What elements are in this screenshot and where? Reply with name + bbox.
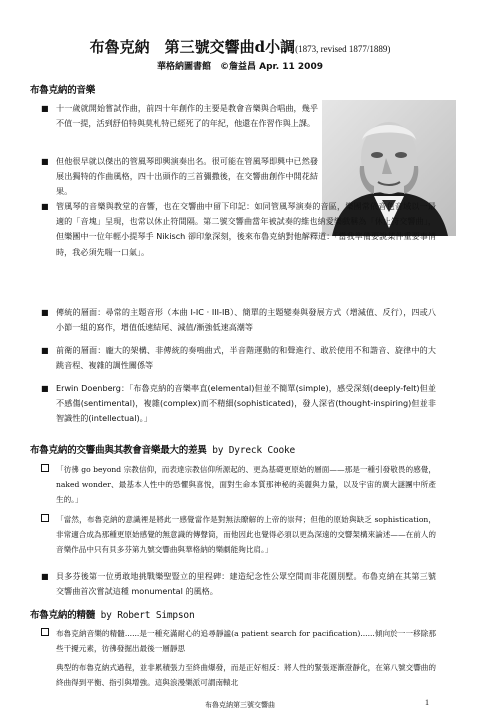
list-item: ■ 前衛的層面：龐大的架構、非傳統的奏鳴曲式，半音階運動的和聲進行、敢於使用不和諧音、旋律中的大跳音程、複雜的調性關係等 xyxy=(41,345,436,371)
page-footer: 布魯克納第三號交響曲 xyxy=(205,701,275,709)
bullet-icon: ■ xyxy=(41,104,49,113)
checkbox-bullet-icon xyxy=(41,514,49,522)
title-main: 布魯克納 第三號交響曲d小調 xyxy=(89,38,296,56)
list-item: 「當然，布魯克納的意識裡是將此一感覺當作是對無法瞭解的上帝的崇拜；但他的原始與缺乏 sophistication，非常適合成為那種更原始感覺的無意識的傳聲筒，而他因此也覺得必須以更為深遠的交響架構來論述——在前人的音樂作品中只有貝多芬第九號交響曲與華格納的樂劇能夠比肩。」 xyxy=(56,512,436,558)
page-title xyxy=(0,36,480,57)
bullet-icon: ■ xyxy=(41,572,49,581)
bullet-icon: ■ xyxy=(41,157,49,166)
list-item: ■ 但他很早就以傑出的管風琴即興演奏出名。很可能在管風琴即興中已然發展出獨特的作曲風格，四十出頭作的三首彌撒後，在交響曲創作中開花結果。 xyxy=(41,156,318,197)
section-heading-symphony-vs-church: 布魯克納的交響曲與其教會音樂最大的差異 by Dyreck Cooke xyxy=(30,445,296,456)
checkbox-bullet-icon xyxy=(41,628,49,636)
bullet-icon: ■ xyxy=(41,202,49,211)
page-number: 1 xyxy=(425,698,429,707)
list-item: ■ 傳統的層面：尋常的主題音形（本曲 I-IC · III-IB）、簡單的主題變奏與發展方式（增減值、反行），四或八小節一組的寫作，增值低速結尾、減值/漸強低速高潮等 xyxy=(41,307,436,333)
page-subtitle: 華格納圖書館 ©詹益昌 Apr. 11 2009 xyxy=(157,62,323,72)
list-item: 布魯克納音樂的精髓......是一種充滿耐心的追尋靜謐(a patient search for pacification)......傾向於一一移除那些干擾元素，彷彿發掘出最後一層靜思 xyxy=(56,626,436,656)
list-item: ■ 貝多芬後第一位勇敢地挑戰樂聖豎立的里程碑：建造紀念性公眾空間而非花園別墅。布魯克納在其第三號交響曲首次嘗試這種 monumental 的風格。 xyxy=(41,571,436,597)
list-item: 「彷彿 go beyond 宗教信仰，而表達宗教信仰所源起的、更為基礎更原始的層面——那是一種引發敬畏的感覺，naked wonder、最基本人性中的恐懼與喜悅，面對生命本質那神秘的美麗與力量，以及宇宙的廣大謎團中所產生的。」 xyxy=(56,462,436,508)
bullet-icon: ■ xyxy=(41,346,49,355)
list-item: ■ 十一歲就開始嘗試作曲，前四十年創作的主要是教會音樂與合唱曲，幾乎不值一提，活到舒伯特與莫札特已經死了的年紀，他還在作習作與上課。 xyxy=(41,103,318,129)
bullet-icon: ■ xyxy=(41,384,49,393)
checkbox-bullet-icon xyxy=(41,464,49,472)
section-heading-essence: 布魯克納的精髓 by Robert Simpson xyxy=(30,610,195,621)
list-item: ■ Erwin Doenberg：「布魯克納的音樂率直(elemental)但並不簡單(simple)，感受深刻(deeply-felt)但並不感傷(sentimental)，複雜(complex)而不精細(sophisticated)，發人深省(thought-inspiring)但並非智識性的(intellectual)。」 xyxy=(41,383,436,424)
bullet-icon: ■ xyxy=(41,308,49,317)
list-item: ■ 管風琴的音樂與教堂的音響，也在交響曲中留下印記：如同管風琴演奏的音區，樂團常依音色音域以一最適的「音塊」呈現，也常以休止符間隔。第二號交響曲當年被試奏的維也納愛樂戲稱為「休止符交響曲」，但樂團中一位年輕小提琴手 Nikisch 卻印象深刻，後來布魯克納對他解釋道：「當我準備要說某件重要事情時，我必須先喘一口氣」。 xyxy=(41,201,436,257)
list-item: 典型的布魯克納式過程，並非累積張力至終曲爆發，而是正好相反：將人性的緊張逐漸澄靜化，在第八號交響曲的終曲得到平衡、指引與增強。這與浪漫樂派可謂南轅北 xyxy=(56,660,436,690)
title-dates: (1873, revised 1877/1889) xyxy=(295,44,391,54)
section-heading-music: 布魯克納的音樂 xyxy=(30,85,96,96)
